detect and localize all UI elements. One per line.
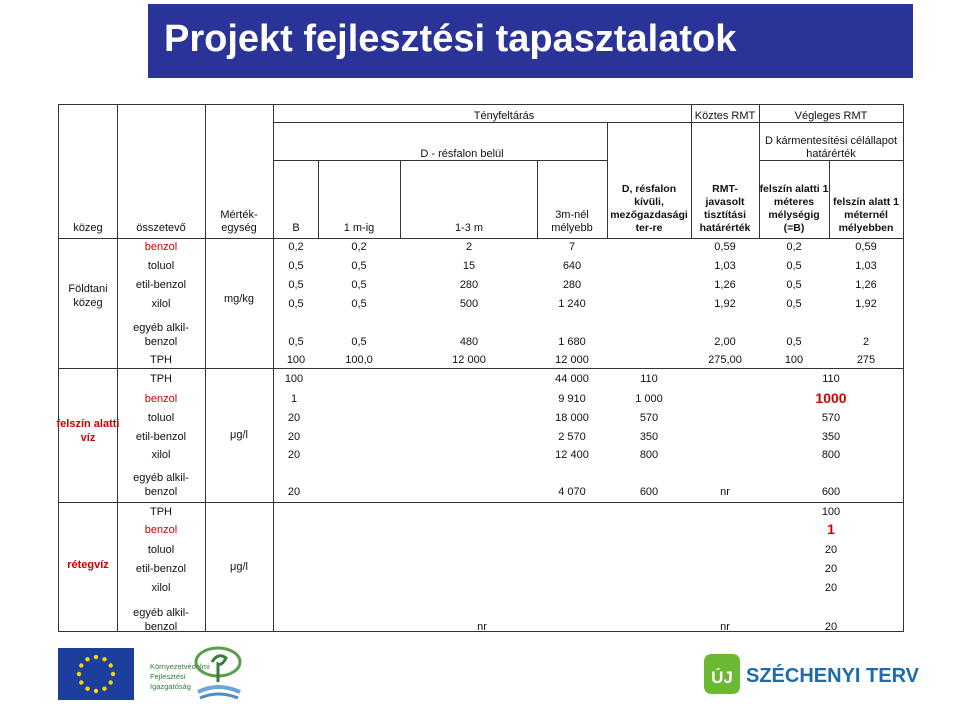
cell-3m: 280 xyxy=(562,279,582,291)
cell-vegleges: 1000 xyxy=(815,390,847,406)
header-felszin-mely: méternél xyxy=(844,209,888,221)
header-felszin-1m: felszín alatti 1 xyxy=(759,183,829,195)
cell-b: 100 xyxy=(286,354,306,366)
cell-3m: 1 240 xyxy=(558,298,586,310)
cell-1m: 100,0 xyxy=(345,354,373,366)
cell-3m: 18 000 xyxy=(555,412,589,424)
row-component: TPH xyxy=(150,506,172,518)
row-component: toluol xyxy=(147,412,175,424)
cell-1m: 0,2 xyxy=(351,241,367,253)
cell-felszin-mely: 275 xyxy=(856,354,876,366)
cell-1m: 0,5 xyxy=(351,279,367,291)
cell-1m: 0,5 xyxy=(351,298,367,310)
cell-1-3m: 500 xyxy=(459,298,479,310)
cell-vegleges: 100 xyxy=(821,506,841,518)
group-retegviz: rétegvíz xyxy=(67,559,109,571)
cell-resfalon-kivuli: 800 xyxy=(639,449,659,461)
row-component: etil-benzol xyxy=(135,279,187,291)
header-felszin-1m: mélységig xyxy=(768,209,820,221)
header-mertekegyseg: egység xyxy=(221,222,257,234)
header-rmt-javasolt: tisztítási xyxy=(703,209,747,221)
row-component: egyéb alkil- xyxy=(133,322,189,334)
cell-felszin-1m: 0,2 xyxy=(786,241,802,253)
group-foldtani-kozeg: közeg xyxy=(73,297,103,309)
cell-rmt: 275,00 xyxy=(708,354,742,366)
kormany-text-line1: Környezetvédelmi xyxy=(150,662,210,671)
cell-vegleges: 800 xyxy=(821,449,841,461)
cell-rmt: 0,59 xyxy=(714,241,736,253)
cell-rmt: 1,03 xyxy=(714,260,736,272)
row-component: benzol xyxy=(144,524,178,536)
cell-b: 100 xyxy=(284,373,304,385)
cell-vegleges: 20 xyxy=(824,544,838,556)
cell-nr-2: nr xyxy=(720,621,730,633)
unit-mgkg: mg/kg xyxy=(224,293,254,305)
cell-b: 0,2 xyxy=(288,241,304,253)
cell-3m: 4 070 xyxy=(558,486,586,498)
cell-rmt: 1,92 xyxy=(714,298,736,310)
header-resfalon-kivuli: ter-re xyxy=(635,222,663,234)
cell-felszin-mely: 1,92 xyxy=(855,298,877,310)
uj-text: ÚJ xyxy=(711,668,733,687)
row-component: benzol xyxy=(144,486,178,498)
header-rmt-javasolt: RMT- xyxy=(712,183,738,195)
header-mertekegyseg: Mérték- xyxy=(220,209,258,221)
header-resfalon-kivuli: kívüli, xyxy=(634,196,664,208)
cell-felszin-1m: 0,5 xyxy=(786,298,802,310)
header-resfalon-belul: D - résfalon belül xyxy=(420,148,504,160)
row-component: egyéb alkil- xyxy=(133,472,189,484)
cell-b: 20 xyxy=(287,449,301,461)
row-component: xilol xyxy=(151,582,171,594)
page-title: Projekt fejlesztési tapasztalatok xyxy=(164,18,737,60)
eu-star-icon xyxy=(102,687,106,691)
cell-b: 0,5 xyxy=(288,298,304,310)
header-karmentesitesi: határérték xyxy=(806,148,856,160)
eu-star-icon xyxy=(109,680,113,684)
cell-vegleges: 570 xyxy=(821,412,841,424)
cell-1m: 0,5 xyxy=(351,260,367,272)
group-foldtani-kozeg: Földtani xyxy=(68,283,108,295)
header-1-3m: 1-3 m xyxy=(454,222,484,234)
cell-nr-1: nr xyxy=(477,621,487,633)
row-component: benzol xyxy=(144,393,178,405)
logos-svg xyxy=(0,640,960,720)
header-1m: 1 m-ig xyxy=(343,222,375,234)
cell-felszin-mely: 1,03 xyxy=(855,260,877,272)
unit-ugl-layer: μg/l xyxy=(230,561,248,573)
header-koztes-rmt: Köztes RMT xyxy=(694,110,756,122)
cell-vegleges: 20 xyxy=(824,582,838,594)
row-component: TPH xyxy=(150,373,172,385)
row-component: xilol xyxy=(151,298,171,310)
cell-b: 20 xyxy=(287,486,301,498)
cell-b: 0,5 xyxy=(288,279,304,291)
cell-3m: 9 910 xyxy=(558,393,586,405)
header-texts xyxy=(73,110,899,234)
cell-felszin-1m: 0,5 xyxy=(786,260,802,272)
cell-b: 0,5 xyxy=(288,336,304,348)
cell-b: 20 xyxy=(287,431,301,443)
cell-b: 0,5 xyxy=(288,260,304,272)
header-rmt-javasolt: javasolt xyxy=(705,196,745,208)
cell-felszin-mely: 1,26 xyxy=(855,279,877,291)
row-component: etil-benzol xyxy=(135,563,187,575)
header-rmt-javasolt: határérték xyxy=(699,222,751,234)
szechenyi-terv-text: SZÉCHENYI TERV xyxy=(746,665,919,687)
cell-3m: 1 680 xyxy=(558,336,586,348)
group-felszin-alatti-viz: víz xyxy=(80,432,96,444)
cell-felszin-1m: 100 xyxy=(784,354,804,366)
group-felszin-alatti-viz: felszín alatti xyxy=(56,418,120,430)
cell-rmt: 1,26 xyxy=(714,279,736,291)
cell-1-3m: 2 xyxy=(465,241,473,253)
cell-3m: 44 000 xyxy=(555,373,589,385)
eu-star-icon xyxy=(109,663,113,667)
cell-rmt: nr xyxy=(720,486,730,498)
footer-logos xyxy=(0,640,960,720)
cell-b: 20 xyxy=(287,412,301,424)
header-3m: 3m-nél xyxy=(555,209,589,221)
cell-3m: 2 570 xyxy=(558,431,586,443)
eu-flag-icon xyxy=(58,648,134,700)
header-kozeg: közeg xyxy=(73,222,103,234)
header-resfalon-kivuli: D, résfalon xyxy=(621,183,677,195)
eu-star-icon xyxy=(79,663,83,667)
header-b: B xyxy=(292,222,300,234)
cell-3m: 640 xyxy=(562,260,582,272)
eu-star-icon xyxy=(85,657,89,661)
header-felszin-mely: mélyebben xyxy=(838,222,894,234)
cell-1-3m: 12 000 xyxy=(452,354,486,366)
cell-felszin-1m: 0,5 xyxy=(786,279,802,291)
cell-vegleges: 20 xyxy=(824,563,838,575)
cell-felszin-mely: 0,59 xyxy=(855,241,877,253)
szechenyi-terv-logo xyxy=(704,654,920,694)
kormany-text-line3: Igazgatóság xyxy=(150,682,191,691)
header-karmentesitesi: D kármentesítési célállapot xyxy=(764,135,898,147)
header-3m: mélyebb xyxy=(551,222,593,234)
header-resfalon-kivuli: mezőgazdasági xyxy=(610,209,688,221)
eu-star-icon xyxy=(94,689,98,693)
row-component: toluol xyxy=(147,260,175,272)
row-component: xilol xyxy=(151,449,171,461)
kormany-text-line2: Fejlesztési xyxy=(150,672,186,681)
row-component: benzol xyxy=(144,241,178,253)
row-component: benzol xyxy=(144,336,178,348)
header-osszetevo: összetevő xyxy=(136,222,186,234)
eu-star-icon xyxy=(77,672,81,676)
cell-vegleges: 20 xyxy=(824,621,838,633)
header-felszin-mely: felszín alatt 1 xyxy=(833,196,899,208)
eu-star-icon xyxy=(102,657,106,661)
header-felszin-1m: méteres xyxy=(773,196,815,208)
cell-vegleges: 600 xyxy=(821,486,841,498)
cell-rmt: 2,00 xyxy=(714,336,736,348)
cell-1m: 0,5 xyxy=(351,336,367,348)
eu-star-icon xyxy=(111,672,115,676)
cell-vegleges: 1 xyxy=(827,521,835,537)
row-component: toluol xyxy=(147,544,175,556)
cell-vegleges: 110 xyxy=(822,373,840,385)
cell-resfalon-kivuli: 350 xyxy=(639,431,659,443)
cell-resfalon-kivuli: 110 xyxy=(640,373,658,385)
header-tenyfeltaras: Tényfeltárás xyxy=(473,110,535,122)
header-felszin-1m: (=B) xyxy=(783,222,805,234)
header-vegleges-rmt: Végleges RMT xyxy=(794,110,868,122)
cell-1-3m: 480 xyxy=(459,336,479,348)
cell-resfalon-kivuli: 600 xyxy=(639,486,659,498)
cell-1-3m: 280 xyxy=(459,279,479,291)
cell-resfalon-kivuli: 570 xyxy=(639,412,659,424)
cell-resfalon-kivuli: 1 000 xyxy=(635,393,663,405)
cell-b: 1 xyxy=(290,393,298,405)
cell-felszin-mely: 2 xyxy=(862,336,870,348)
eu-star-icon xyxy=(85,687,89,691)
cell-felszin-1m: 0,5 xyxy=(786,336,802,348)
eu-star-icon xyxy=(94,655,98,659)
unit-ugl-water: μg/l xyxy=(230,429,248,441)
row-component: TPH xyxy=(150,354,172,366)
cell-3m: 12 400 xyxy=(555,449,589,461)
body-texts xyxy=(57,241,877,633)
cell-1-3m: 15 xyxy=(462,260,476,272)
eu-star-icon xyxy=(79,680,83,684)
cell-3m: 7 xyxy=(568,241,576,253)
row-component: etil-benzol xyxy=(135,431,187,443)
cell-vegleges: 350 xyxy=(821,431,841,443)
row-component: benzol xyxy=(144,621,178,633)
row-component: egyéb alkil- xyxy=(133,607,189,619)
cell-3m: 12 000 xyxy=(555,354,589,366)
